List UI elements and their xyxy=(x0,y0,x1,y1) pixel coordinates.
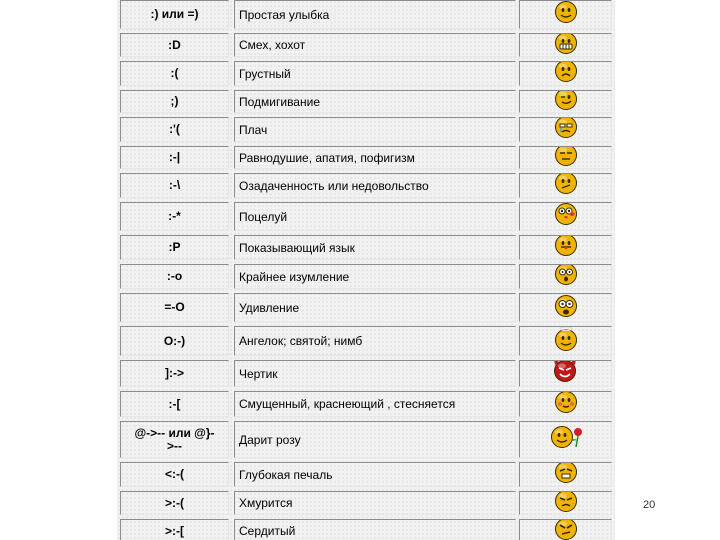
emoticon-description: Показывающий язык xyxy=(239,240,355,255)
description-cell xyxy=(234,90,516,113)
code-cell xyxy=(120,33,229,57)
table-row xyxy=(117,489,615,517)
table-row xyxy=(117,419,615,460)
table-row xyxy=(117,88,615,115)
deep-sorrow-icon xyxy=(553,462,579,487)
emoticon-description: Равнодушие, апатия, пофигизм xyxy=(239,150,415,165)
description-cell xyxy=(234,326,516,356)
emoticon-code: :-* xyxy=(168,209,181,223)
code-cell xyxy=(120,202,229,231)
blushing-icon xyxy=(553,391,579,417)
description-cell xyxy=(234,173,516,198)
table-row xyxy=(117,262,615,291)
code-cell xyxy=(120,117,229,142)
emoticon-description: Глубокая печаль xyxy=(239,467,333,482)
emoticon-description: Плач xyxy=(239,122,268,137)
tongue-out-icon xyxy=(553,235,579,260)
emoticon-code: :) или =) xyxy=(150,7,199,21)
smiley-cell xyxy=(519,519,612,540)
code-cell xyxy=(120,61,229,86)
smiley-cell xyxy=(519,391,612,417)
emoticon-description: Подмигивание xyxy=(239,94,320,109)
code-cell xyxy=(120,421,229,458)
code-cell xyxy=(120,360,229,387)
description-cell xyxy=(234,61,516,86)
emoticon-description: Поцелуй xyxy=(239,209,288,224)
table-row xyxy=(117,291,615,324)
emoticon-description: Чертик xyxy=(239,366,278,381)
code-cell xyxy=(120,326,229,356)
smiley-cell xyxy=(519,293,612,322)
description-cell xyxy=(234,264,516,289)
smiley-cell xyxy=(519,146,612,169)
smiley-cell xyxy=(519,235,612,260)
smiley-cell xyxy=(519,264,612,289)
code-cell xyxy=(120,391,229,417)
emoticon-table xyxy=(117,0,615,540)
emoticon-description: Ангелок; святой; нимб xyxy=(239,334,363,348)
table-row xyxy=(117,324,615,358)
table-row xyxy=(117,0,615,31)
smiley-cell xyxy=(519,326,612,356)
smiley-cell xyxy=(519,0,612,29)
smiley-cell xyxy=(519,33,612,57)
table-row xyxy=(117,171,615,200)
smiley-cell xyxy=(519,202,612,231)
angel-icon xyxy=(553,326,579,356)
description-cell xyxy=(234,33,516,57)
table-row xyxy=(117,389,615,419)
rose-giving-icon xyxy=(549,425,583,454)
emoticon-description: Смех, хохот xyxy=(239,38,306,52)
description-cell xyxy=(234,360,516,387)
frowning-icon xyxy=(553,491,579,515)
angry-icon xyxy=(553,519,579,540)
smiley-cell xyxy=(519,61,612,86)
table-row xyxy=(117,59,615,88)
emoticon-code: >:-[ xyxy=(165,523,184,538)
code-cell xyxy=(120,462,229,487)
crying-icon xyxy=(553,117,579,142)
description-cell xyxy=(234,519,516,540)
description-cell xyxy=(234,235,516,260)
emoticon-code: :-o xyxy=(166,269,183,283)
emoticon-code: ;) xyxy=(170,94,179,108)
simple-smile-icon xyxy=(553,0,579,29)
table-row xyxy=(117,144,615,171)
description-cell xyxy=(234,146,516,169)
emoticon-description: Озадаченность или недовольство xyxy=(239,178,429,193)
emoticon-code: :'( xyxy=(169,122,180,136)
laughing-icon xyxy=(553,33,579,57)
code-cell xyxy=(120,0,229,29)
description-cell xyxy=(234,0,516,29)
code-cell xyxy=(120,264,229,289)
code-cell xyxy=(120,146,229,169)
emoticon-code: =-O xyxy=(164,300,185,314)
indifferent-icon xyxy=(553,146,579,169)
emoticon-description: Грустный xyxy=(239,66,291,81)
description-cell xyxy=(234,117,516,142)
devil-icon xyxy=(552,360,580,387)
emoticon-description: Крайнее изумление xyxy=(239,269,350,284)
code-cell xyxy=(120,235,229,260)
smiley-cell xyxy=(519,90,612,113)
smiley-cell xyxy=(519,491,612,515)
emoticon-description: Смущенный, краснеющий , стесняется xyxy=(239,397,456,411)
code-cell xyxy=(120,173,229,198)
emoticon-description: Дарит розу xyxy=(239,432,301,447)
description-cell xyxy=(234,391,516,417)
smiley-cell xyxy=(519,421,612,458)
kiss-icon xyxy=(553,202,579,231)
emoticon-code: @->-- или @}- >-- xyxy=(134,425,215,453)
emoticon-code: :P xyxy=(168,240,181,254)
wink-icon xyxy=(553,90,579,113)
description-cell xyxy=(234,202,516,231)
table-row xyxy=(117,460,615,489)
code-cell xyxy=(120,293,229,322)
smiley-cell xyxy=(519,462,612,487)
table-row xyxy=(117,200,615,233)
emoticon-description: Хмурится xyxy=(239,496,293,510)
smiley-cell xyxy=(519,173,612,198)
emoticon-description: Сердитый xyxy=(239,524,296,538)
surprised-icon xyxy=(553,293,579,322)
sad-face-icon xyxy=(553,61,579,86)
code-cell xyxy=(120,491,229,515)
table-row xyxy=(117,233,615,262)
smiley-cell xyxy=(519,360,612,387)
emoticon-code: <:-( xyxy=(165,467,184,481)
code-cell xyxy=(120,90,229,113)
emoticon-description: Удивление xyxy=(239,300,300,315)
description-cell xyxy=(234,421,516,458)
emoticon-code: :( xyxy=(170,66,179,80)
emoticon-code: >:-( xyxy=(165,495,184,510)
amazed-icon xyxy=(553,264,579,289)
emoticon-description: Простая улыбка xyxy=(239,7,330,22)
table-row xyxy=(117,358,615,389)
puzzled-icon xyxy=(553,173,579,198)
emoticon-code: :-| xyxy=(168,150,181,164)
emoticon-code: ]:-> xyxy=(165,366,184,380)
emoticon-code: :-[ xyxy=(168,396,181,411)
table-row xyxy=(117,517,615,540)
page-number: 20 xyxy=(643,499,656,511)
emoticon-code: :-\ xyxy=(168,178,181,192)
table-row xyxy=(117,31,615,59)
description-cell xyxy=(234,293,516,322)
emoticon-code: O:-) xyxy=(163,333,186,348)
description-cell xyxy=(234,462,516,487)
code-cell xyxy=(120,519,229,540)
emoticon-code: :D xyxy=(168,37,181,52)
description-cell xyxy=(234,491,516,515)
table-row xyxy=(117,115,615,144)
smiley-cell xyxy=(519,117,612,142)
